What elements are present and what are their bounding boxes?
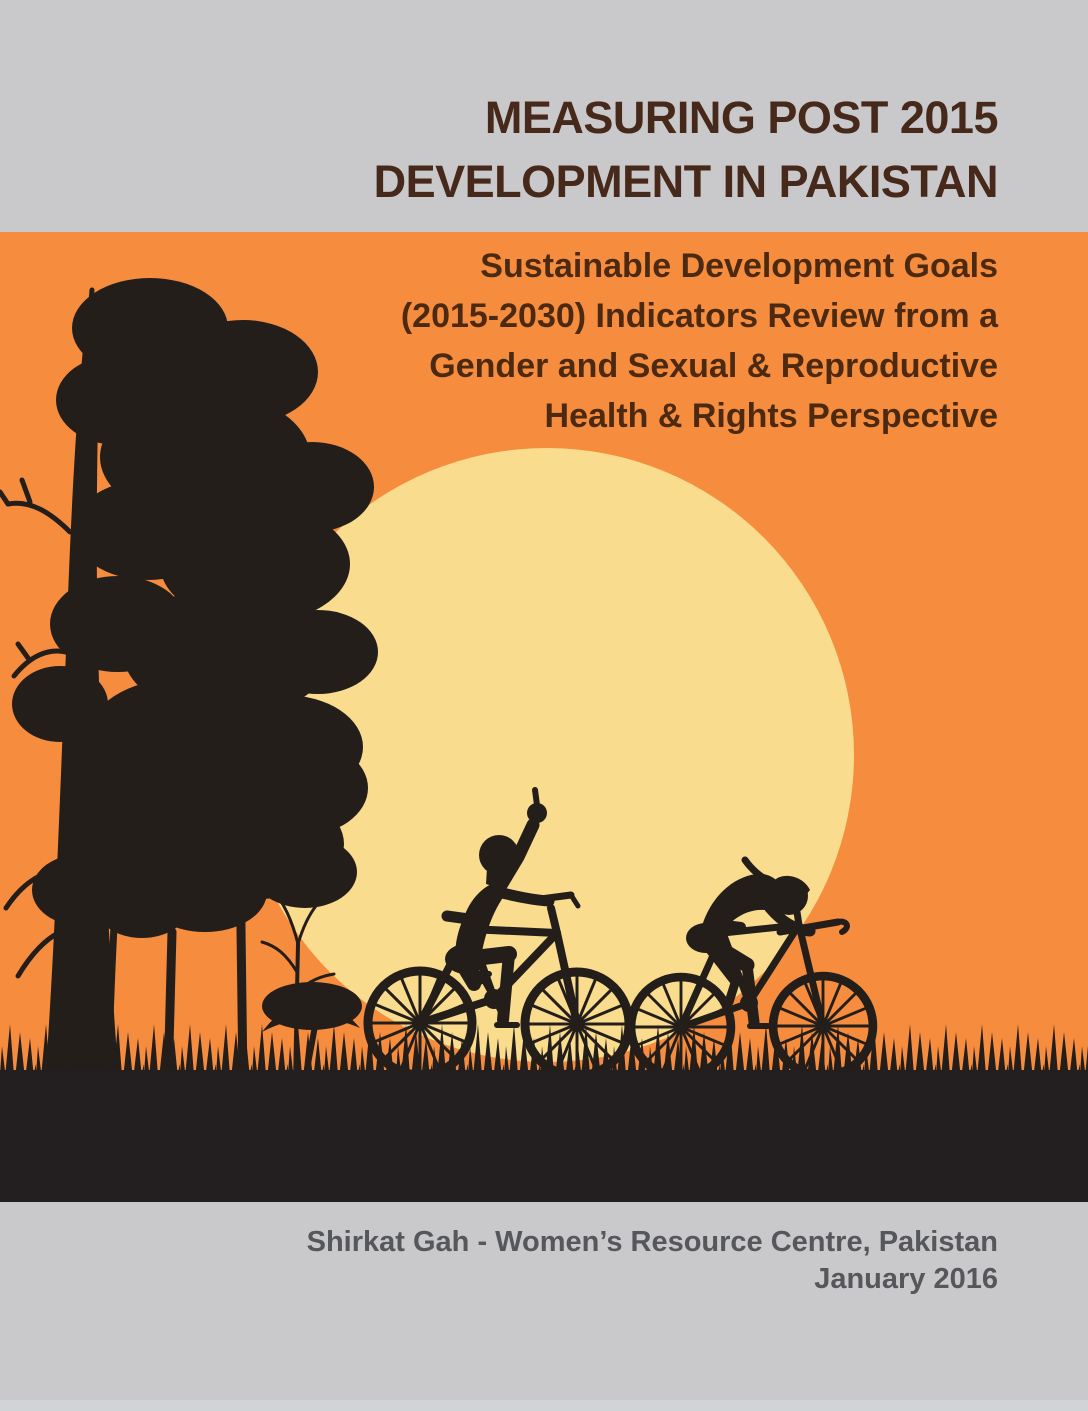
ground-band: [0, 1070, 1088, 1202]
subtitle-line-2: (2015-2030) Indicators Review from a: [400, 297, 998, 335]
grass-silhouette: [0, 1018, 1088, 1078]
publisher-info: [0, 1202, 1088, 1298]
page-title: [0, 0, 1088, 214]
header-band: [0, 0, 1088, 232]
title-line-1: MEASURING POST 2015: [484, 92, 998, 143]
subtitle-line-4: Health & Rights Perspective: [544, 397, 998, 435]
publisher-name: Shirkat Gah - Women’s Resource Centre, Pakistan: [306, 1226, 998, 1258]
title-line-2: DEVELOPMENT IN PAKISTAN: [373, 156, 998, 207]
subtitle-line-3: Gender and Sexual & Reproductive: [429, 347, 998, 385]
footer-band: [0, 1202, 1088, 1411]
page-bottom-edge: [0, 1400, 1088, 1411]
subtitle-line-1: Sustainable Development Goals: [480, 247, 998, 285]
publication-date: January 2016: [814, 1263, 998, 1295]
subtitle: [401, 241, 998, 441]
cover-illustration: [0, 232, 1088, 1202]
